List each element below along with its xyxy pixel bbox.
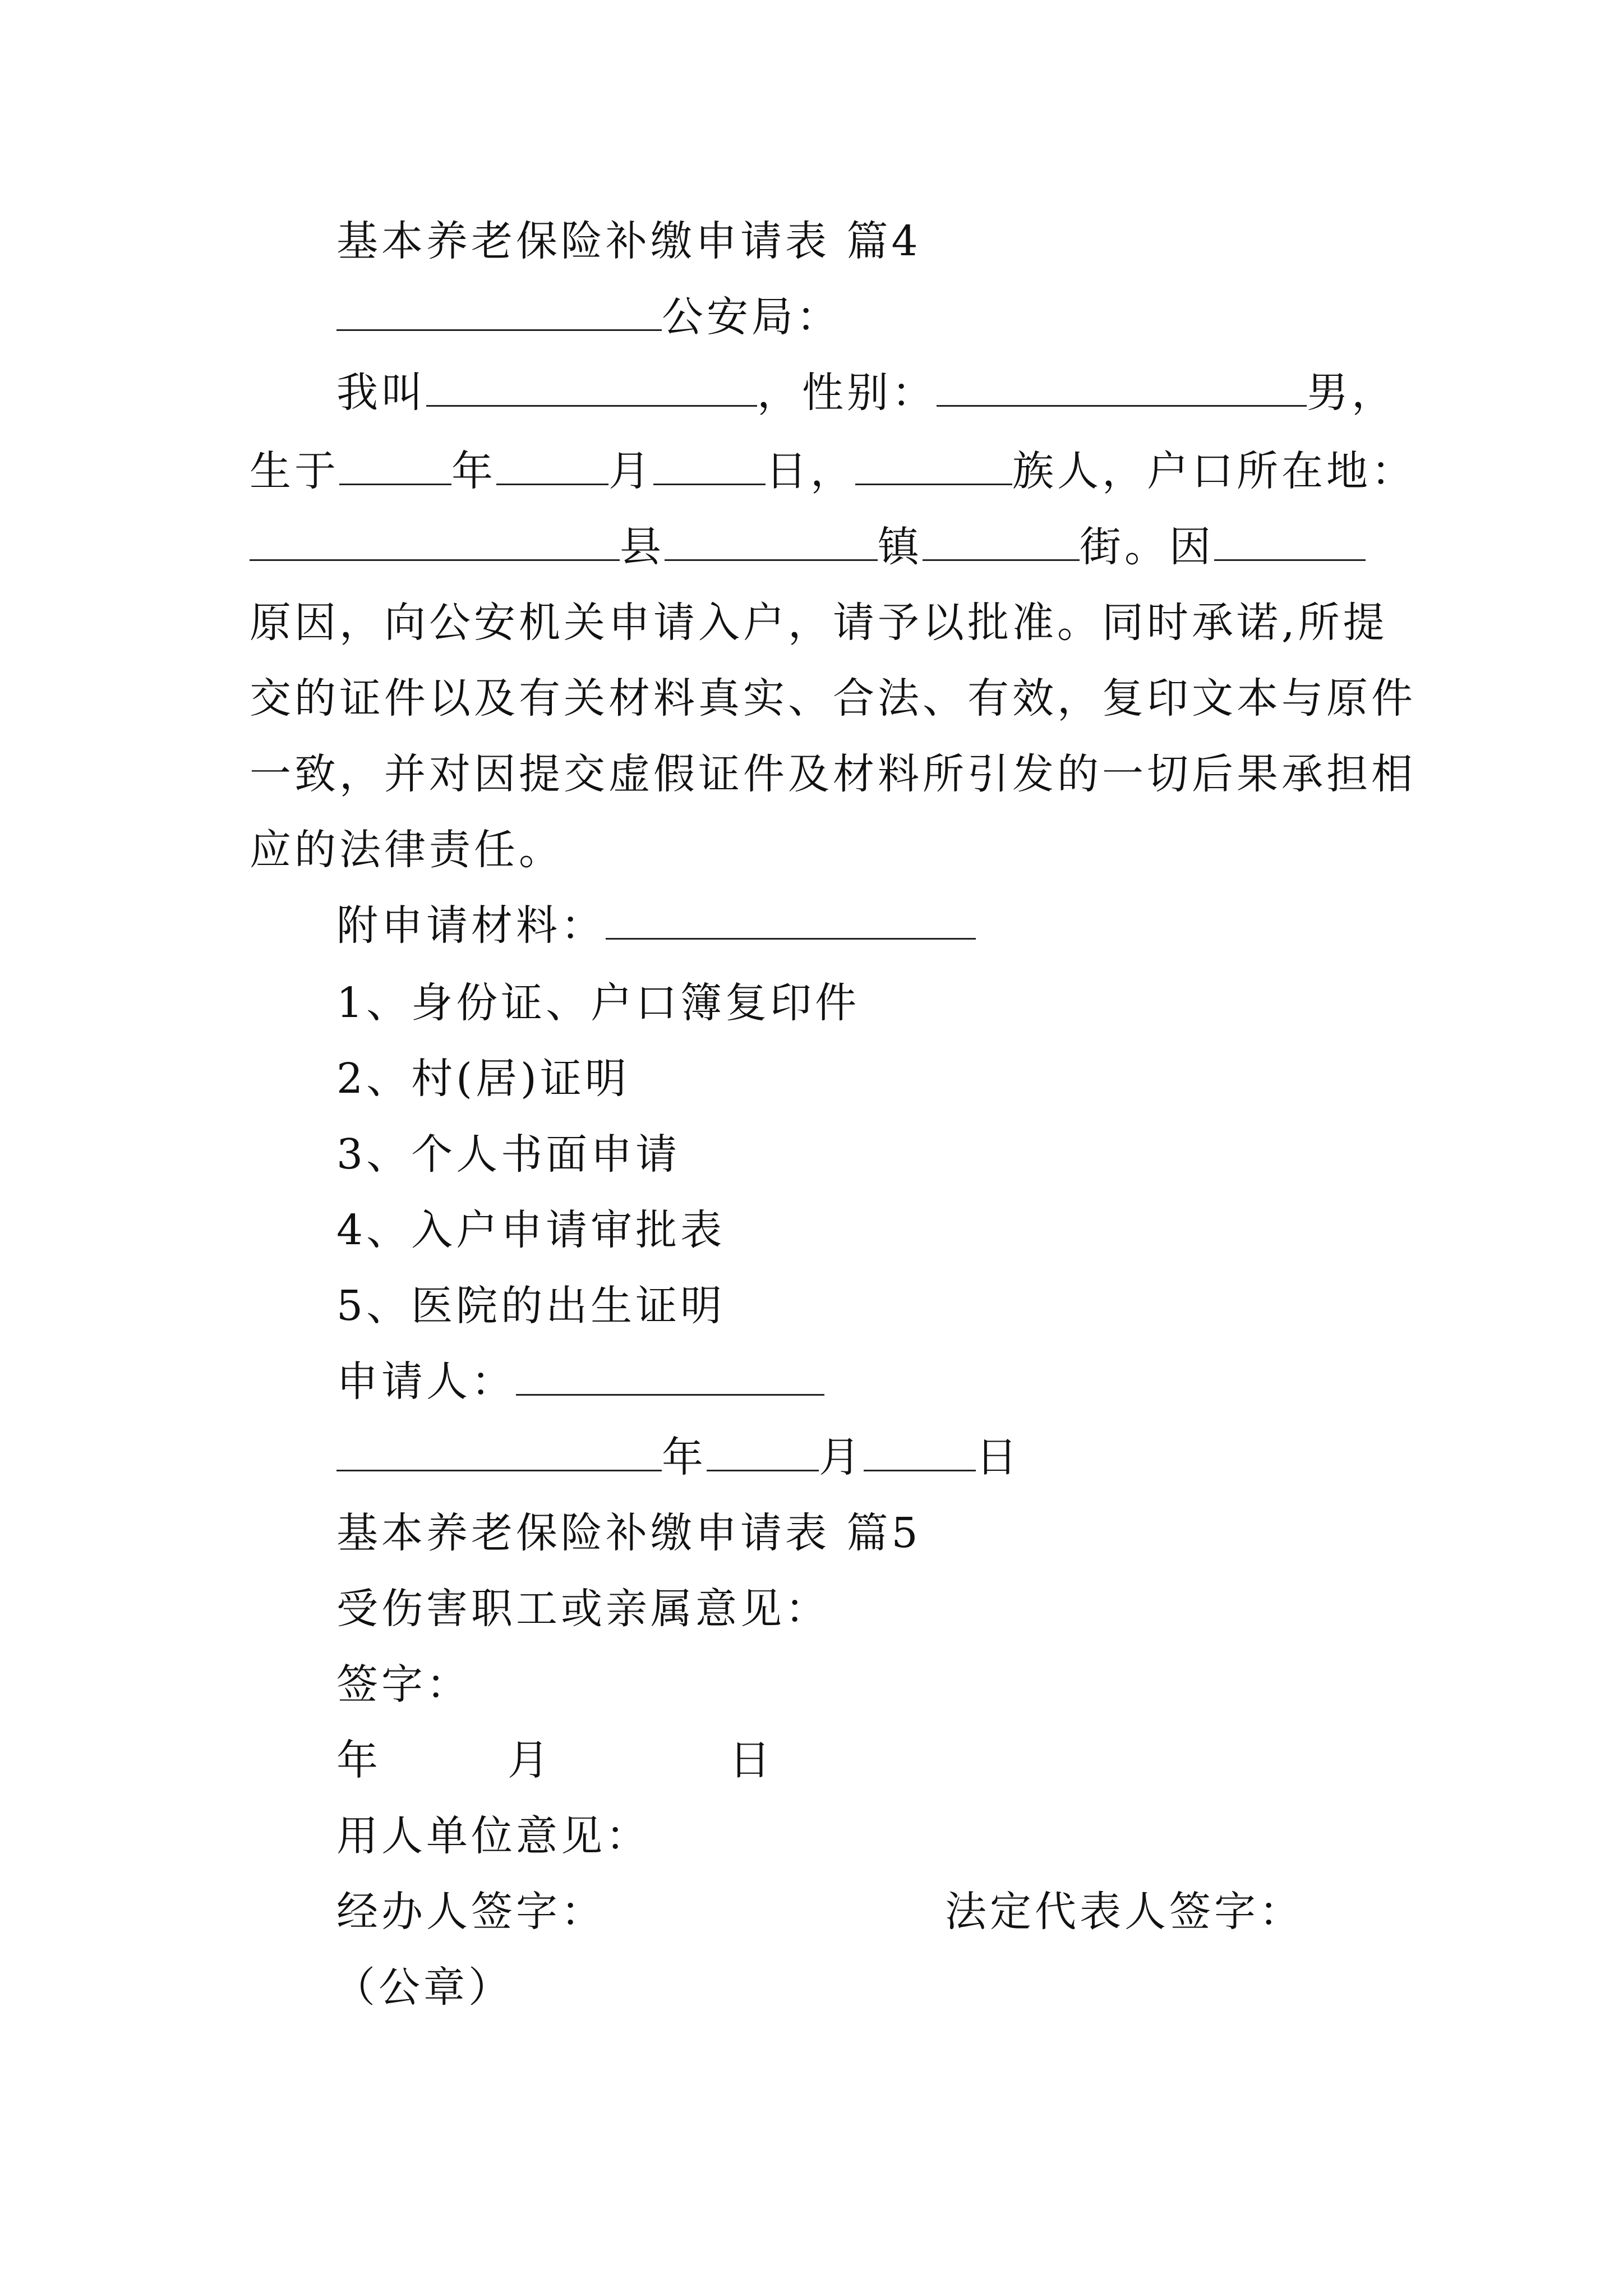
applicant-label: 申请人： xyxy=(336,1358,516,1406)
blank-applicant xyxy=(516,1354,824,1396)
material-item: 3、个人书面申请 xyxy=(336,1130,681,1179)
county-label: 县 xyxy=(620,523,665,571)
signature-label: 签字： xyxy=(336,1660,471,1709)
blank-name xyxy=(426,365,757,407)
official-seal-label: （公章） xyxy=(334,1963,513,2012)
blank-reason xyxy=(1214,519,1366,561)
statement-line-3 xyxy=(250,519,1366,575)
section-title-4: 基本养老保险补缴申请表 篇4 xyxy=(336,217,921,265)
worker-opinion-label: 受伤害职工或亲属意见： xyxy=(336,1585,830,1633)
blank-application-day xyxy=(864,1429,976,1471)
town-label: 镇 xyxy=(878,523,923,571)
signature-date-month: 月 xyxy=(508,1736,549,1784)
blank-birth-day xyxy=(653,443,766,485)
addressee-suffix: 公安局： xyxy=(662,293,841,341)
street-label: 街。因 xyxy=(1080,523,1214,571)
date-month: 月 xyxy=(819,1433,864,1481)
employer-opinion-label: 用人单位意见： xyxy=(336,1812,651,1860)
year-label: 年 xyxy=(451,447,496,495)
legal-rep-signature-label: 法定代表人签字： xyxy=(945,1888,1304,1936)
material-item: 2、村(居)证明 xyxy=(336,1055,630,1103)
month-label: 月 xyxy=(608,447,653,495)
blank-birth-year xyxy=(339,443,451,485)
blank-birth-month xyxy=(496,443,608,485)
statement-line-1 xyxy=(336,365,1396,421)
blank-town xyxy=(923,519,1080,561)
signature-date-day: 日 xyxy=(729,1736,771,1784)
statement-line-5: 交的证件以及有关材料真实、合法、有效，复印文本与原件 xyxy=(250,674,1416,723)
blank-application-year xyxy=(336,1429,662,1471)
blank-application-month xyxy=(707,1429,819,1471)
applicant-line xyxy=(336,1354,824,1410)
blank-ethnicity xyxy=(855,443,1012,485)
section-title-5: 基本养老保险补缴申请表 篇5 xyxy=(336,1509,921,1557)
addressee-line xyxy=(336,289,841,345)
blank-gender xyxy=(937,365,1307,407)
blank-police-bureau xyxy=(336,289,662,331)
statement-line-6: 一致，并对因提交虚假证件及材料所引发的一切后果承担相 xyxy=(250,750,1416,798)
blank-attachments xyxy=(606,898,976,940)
material-item: 4、入户申请审批表 xyxy=(336,1206,726,1254)
handler-signature-label: 经办人签字： xyxy=(336,1888,606,1936)
born-label: 生于 xyxy=(250,447,339,495)
attachments-line xyxy=(336,898,976,954)
application-date-line xyxy=(336,1429,1021,1485)
material-item: 5、医院的出生证明 xyxy=(336,1282,726,1330)
date-year: 年 xyxy=(662,1433,707,1481)
attachments-label: 附申请材料： xyxy=(336,901,606,950)
name-prefix: 我叫 xyxy=(336,369,426,417)
day-label: 日， xyxy=(766,447,855,495)
signature-date-year: 年 xyxy=(336,1736,378,1784)
ethnicity-label: 族人，户口所在地： xyxy=(1012,447,1416,495)
statement-line-2 xyxy=(250,443,1416,499)
gender-label: ，性别： xyxy=(757,369,937,417)
statement-line-4: 原因，向公安机关申请入户，请予以批准。同时承诺,所提 xyxy=(250,599,1388,647)
gender-value: 男， xyxy=(1307,369,1396,417)
statement-line-7: 应的法律责任。 xyxy=(250,826,564,874)
date-day: 日 xyxy=(976,1433,1021,1481)
material-item: 1、身份证、户口簿复印件 xyxy=(336,979,860,1027)
blank-residence xyxy=(250,519,620,561)
blank-county xyxy=(665,519,878,561)
